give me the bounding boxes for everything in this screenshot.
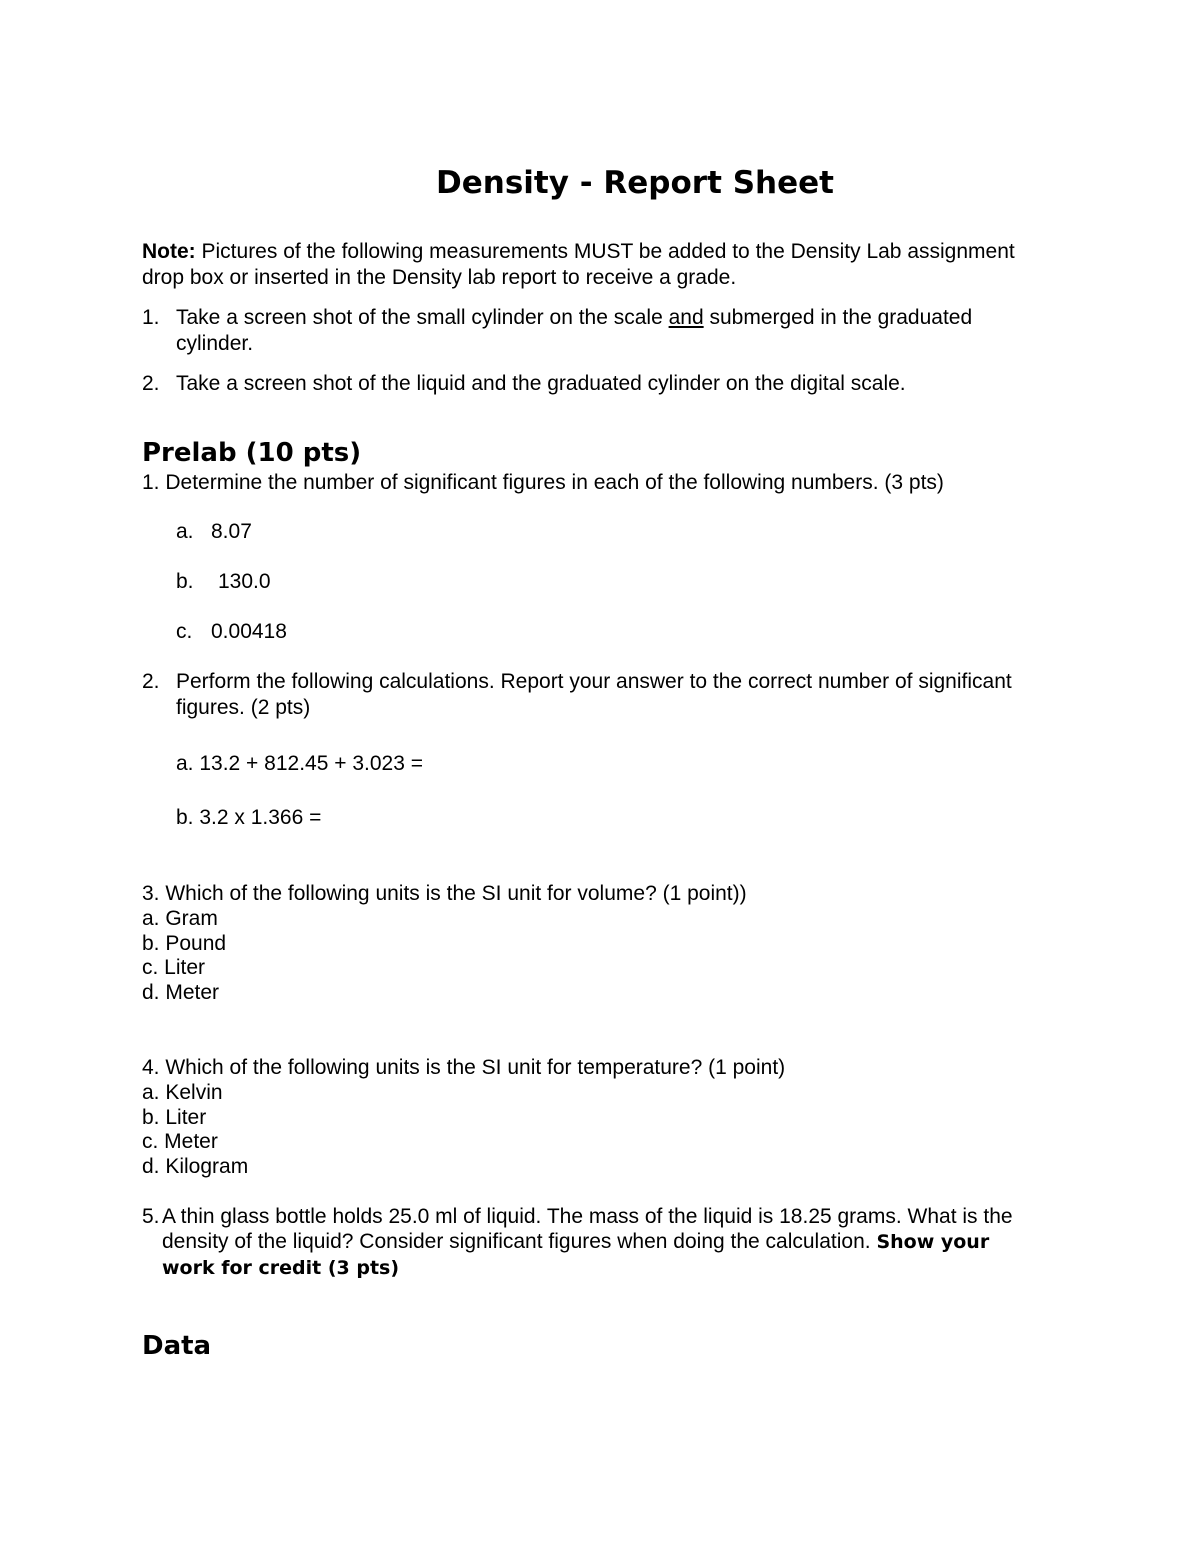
- option-item: d. Meter: [142, 981, 220, 1004]
- option-item: a. Kelvin: [142, 1081, 223, 1104]
- instruction-number: 1.: [142, 306, 160, 329]
- item-label: a.: [176, 520, 194, 543]
- instruction-text-start: Take a screen shot of the small cylinder on the scale: [176, 306, 669, 329]
- option-item: a. Gram: [142, 907, 218, 930]
- option-item: c. Liter: [142, 956, 206, 979]
- page-title: Density - Report Sheet: [436, 165, 834, 201]
- option-item: b. Pound: [142, 932, 227, 955]
- note-paragraph: [142, 239, 1042, 291]
- question-number: 2.: [142, 670, 160, 693]
- instruction-item-1: [142, 305, 1022, 357]
- note-label: Note:: [142, 240, 196, 263]
- question-5-text: A thin glass bottle holds 25.0 ml of liquid. The mass of the liquid is 18.25 grams. What is the density of the liquid? Consider significant figures when doing the calculation.: [162, 1205, 1013, 1253]
- option-item: d. Kilogram: [142, 1155, 249, 1178]
- question-5-bold-text: Show your work for credit (3 pts): [162, 1231, 990, 1279]
- instruction-number: 2.: [142, 372, 160, 395]
- data-heading: Data: [142, 1331, 212, 1361]
- note-text: Pictures of the following measurements MUST be added to the Density Lab assignment drop box or inserted in the Density lab report to receive a grade.: [142, 240, 1015, 289]
- option-item: c. Meter: [142, 1130, 218, 1153]
- question-text: Perform the following calculations. Report your answer to the correct number of significant figures. (2 pts): [176, 670, 1012, 719]
- option-item: b. Liter: [142, 1106, 207, 1129]
- calculation-a: a. 13.2 + 812.45 + 3.023 =: [176, 752, 423, 775]
- instruction-text: Take a screen shot of the liquid and the graduated cylinder on the digital scale.: [176, 372, 906, 395]
- question-3: 3. Which of the following units is the SI unit for volume? (1 point)): [142, 882, 747, 905]
- item-value: 130.0: [218, 570, 271, 593]
- item-label: c.: [176, 620, 193, 643]
- question-5: [142, 1204, 1042, 1281]
- question-text: [162, 1204, 1042, 1281]
- item-label: b.: [176, 570, 194, 593]
- prelab-heading: Prelab (10 pts): [142, 438, 362, 468]
- instruction-item-2: [142, 371, 1022, 397]
- calculation-b: b. 3.2 x 1.366 =: [176, 806, 322, 829]
- question-2: [142, 669, 1022, 721]
- instruction-text-end: submerged in the graduated cylinder.: [176, 306, 973, 355]
- question-1: 1. Determine the number of significant figures in each of the following numbers. (3 pts): [142, 471, 944, 494]
- instruction-underlined-word: and: [668, 306, 704, 329]
- question-4: 4. Which of the following units is the SI unit for temperature? (1 point): [142, 1056, 786, 1079]
- instruction-text: [176, 305, 1022, 357]
- question-number: 5.: [142, 1205, 160, 1228]
- item-value: 0.00418: [211, 620, 287, 643]
- item-value: 8.07: [211, 520, 252, 543]
